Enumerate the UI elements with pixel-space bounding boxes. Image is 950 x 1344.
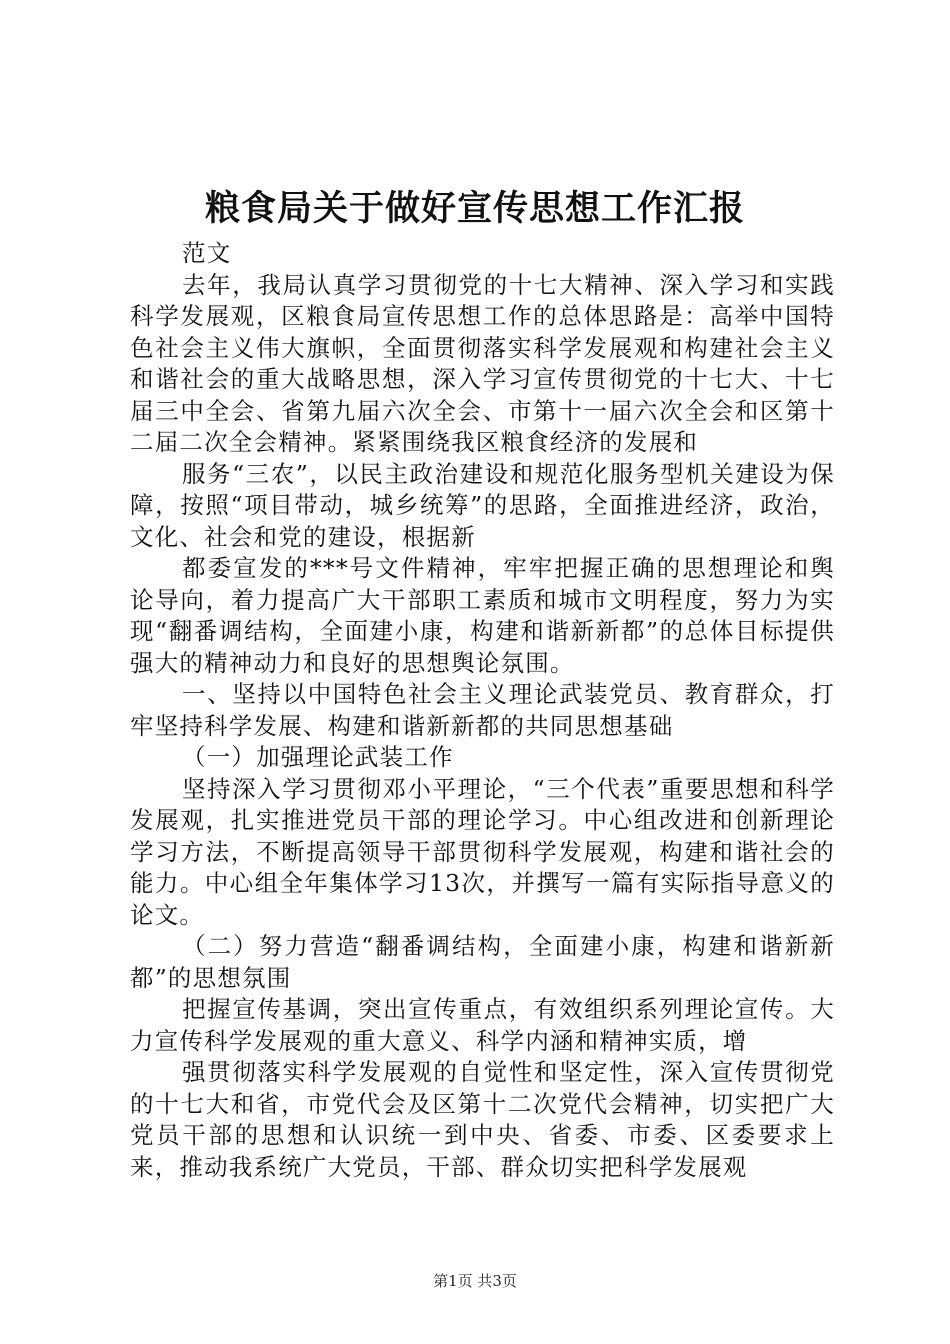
paragraph: 强贯彻落实科学发展观的自觉性和坚定性，深入宣传贯彻党的十七大和省，市党代会及区第十二次党代会精神，切实把广大党员干部的思想和认识统一到中央、省委、市委、区委要求上来，推动我系统广大党员，干部、群众切实把科学发展观 [130,1058,835,1181]
paragraph: 服务“三农”，以民主政治建设和规范化服务型机关建设为保障，按照“项目带动，城乡统筹”的思路，全面推进经济，政治，文化、社会和党的建设，根据新 [130,459,835,551]
paragraph: （二）努力营造“翻番调结构，全面建小康，构建和谐新新都”的思想氛围 [130,932,835,992]
document-title: 粮食局关于做好宣传思想工作汇报 [204,189,745,229]
paragraph: 去年，我局认真学习贯彻党的十七大精神、深入学习和实践科学发展观，区粮食局宣传思想工作的总体思路是：高举中国特色社会主义伟大旗帜，全面贯彻落实科学发展观和构建社会主义和谐社会的重大战略思想，深入学习宣传贯彻党的十七大、十七届三中全会、省第九届六次全会、市第十一届六次全会和区第十二届二次全会精神。紧紧围绕我区粮食经济的发展和 [130,270,835,456]
paragraph: 范文 [182,239,232,267]
document-body [130,238,835,1183]
paragraph: 把握宣传基调，突出宣传重点，有效组织系列理论宣传。大力宣传科学发展观的重大意义、科学内涵和精神实质，增 [130,995,835,1055]
page-footer: 第1页 共3页 [433,1272,517,1290]
paragraph: （一）加强理论武装工作 [182,743,454,771]
paragraph: 坚持深入学习贯彻邓小平理论，“三个代表”重要思想和科学发展观，扎实推进党员干部的理论学习。中心组改进和创新理论学习方法，不断提高领导干部贯彻科学发展观，构建和谐社会的能力。中心组全年集体学习13次，并撰写一篇有实际指导意义的论文。 [130,774,835,929]
paragraph: 一、坚持以中国特色社会主义理论武装党员、教育群众，打牢坚持科学发展、构建和谐新新都的共同思想基础 [130,680,835,740]
paragraph: 都委宣发的***号文件精神，牢牢把握正确的思想理论和舆论导向，着力提高广大干部职工素质和城市文明程度，努力为实现“翻番调结构，全面建小康，构建和谐新新都”的总体目标提供强大的精神动力和良好的思想舆论氛围。 [130,554,835,677]
